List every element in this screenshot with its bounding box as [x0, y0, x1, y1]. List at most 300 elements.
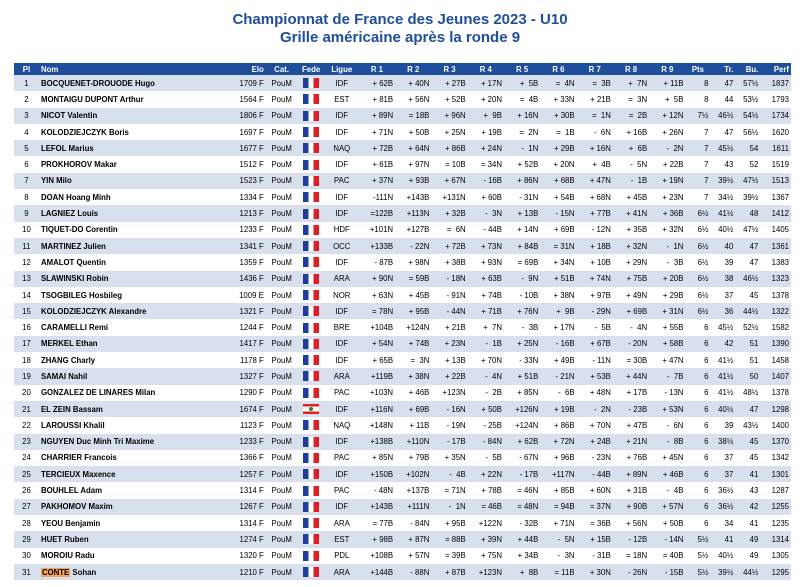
- round-result-cell[interactable]: + 95B: [431, 515, 467, 531]
- column-header[interactable]: Elo: [220, 63, 265, 75]
- round-result-cell[interactable]: +103N: [359, 385, 395, 401]
- round-result-cell[interactable]: + 96N: [431, 108, 467, 124]
- round-result-cell[interactable]: + 60B: [468, 189, 504, 205]
- player-name[interactable]: [39, 254, 220, 270]
- round-result-cell[interactable]: +143B: [359, 499, 395, 515]
- round-result-cell[interactable]: + 46B: [395, 385, 431, 401]
- round-result-cell[interactable]: + 11B: [649, 75, 685, 91]
- round-result-cell[interactable]: + 7N: [613, 75, 649, 91]
- round-result-cell[interactable]: - 11N: [577, 352, 613, 368]
- round-result-cell[interactable]: - 13N: [649, 385, 685, 401]
- round-result-cell[interactable]: + 13B: [504, 205, 540, 221]
- column-header[interactable]: R 4: [468, 63, 504, 75]
- round-result-cell[interactable]: + 64N: [395, 140, 431, 156]
- round-result-cell[interactable]: + 32N: [649, 222, 685, 238]
- round-result-cell[interactable]: + 25N: [504, 336, 540, 352]
- round-result-cell[interactable]: + 17B: [613, 385, 649, 401]
- round-result-cell[interactable]: - 1N: [431, 499, 467, 515]
- round-result-cell[interactable]: + 85N: [359, 450, 395, 466]
- round-result-cell[interactable]: + 65B: [359, 352, 395, 368]
- round-result-cell[interactable]: + 41N: [613, 205, 649, 221]
- round-result-cell[interactable]: + 75B: [613, 271, 649, 287]
- round-result-cell[interactable]: + 70N: [577, 417, 613, 433]
- round-result-cell[interactable]: + 95B: [395, 303, 431, 319]
- player-name[interactable]: [39, 482, 220, 498]
- round-result-cell[interactable]: +148N: [359, 417, 395, 433]
- round-result-cell[interactable]: + 45B: [613, 189, 649, 205]
- round-result-cell[interactable]: = 46N: [504, 482, 540, 498]
- player-name[interactable]: [39, 450, 220, 466]
- round-result-cell[interactable]: - 23B: [613, 401, 649, 417]
- round-result-cell[interactable]: + 56N: [613, 515, 649, 531]
- round-result-cell[interactable]: + 34N: [540, 254, 576, 270]
- player-name[interactable]: [39, 222, 220, 238]
- round-result-cell[interactable]: = 59B: [395, 271, 431, 287]
- round-result-cell[interactable]: + 38N: [395, 368, 431, 384]
- round-result-cell[interactable]: + 74N: [577, 271, 613, 287]
- round-result-cell[interactable]: + 35B: [613, 222, 649, 238]
- column-header[interactable]: Fede: [298, 63, 325, 75]
- round-result-cell[interactable]: +119B: [359, 368, 395, 384]
- round-result-cell[interactable]: - 5B: [468, 450, 504, 466]
- round-result-cell[interactable]: = 4N: [540, 75, 576, 91]
- player-name[interactable]: [39, 75, 220, 91]
- round-result-cell[interactable]: + 57N: [649, 499, 685, 515]
- round-result-cell[interactable]: = 18B: [395, 108, 431, 124]
- round-result-cell[interactable]: + 63N: [359, 287, 395, 303]
- round-result-cell[interactable]: + 53N: [649, 401, 685, 417]
- round-result-cell[interactable]: + 52B: [504, 156, 540, 172]
- round-result-cell[interactable]: + 79B: [395, 450, 431, 466]
- round-result-cell[interactable]: + 50B: [468, 401, 504, 417]
- round-result-cell[interactable]: + 76N: [504, 303, 540, 319]
- player-name[interactable]: [39, 368, 220, 384]
- round-result-cell[interactable]: + 70N: [468, 352, 504, 368]
- round-result-cell[interactable]: +133B: [359, 238, 395, 254]
- round-result-cell[interactable]: - 25B: [468, 417, 504, 433]
- round-result-cell[interactable]: + 17N: [468, 75, 504, 91]
- round-result-cell[interactable]: - 19N: [431, 417, 467, 433]
- round-result-cell[interactable]: - 3B: [504, 319, 540, 335]
- round-result-cell[interactable]: = 88B: [431, 531, 467, 547]
- column-header[interactable]: R 8: [613, 63, 649, 75]
- round-result-cell[interactable]: + 16N: [577, 140, 613, 156]
- round-result-cell[interactable]: - 44B: [577, 466, 613, 482]
- round-result-cell[interactable]: + 90N: [359, 271, 395, 287]
- round-result-cell[interactable]: = 78N: [359, 303, 395, 319]
- round-result-cell[interactable]: - 18N: [431, 271, 467, 287]
- round-result-cell[interactable]: + 14N: [504, 222, 540, 238]
- round-result-cell[interactable]: +126N: [504, 401, 540, 417]
- round-result-cell[interactable]: - 3B: [649, 254, 685, 270]
- round-result-cell[interactable]: = 6N: [431, 222, 467, 238]
- round-result-cell[interactable]: + 78B: [468, 482, 504, 498]
- round-result-cell[interactable]: - 31B: [577, 548, 613, 564]
- round-result-cell[interactable]: +127B: [395, 222, 431, 238]
- round-result-cell[interactable]: + 49B: [540, 352, 576, 368]
- round-result-cell[interactable]: + 31B: [613, 482, 649, 498]
- round-result-cell[interactable]: - 2N: [649, 140, 685, 156]
- round-result-cell[interactable]: + 47N: [577, 173, 613, 189]
- round-result-cell[interactable]: + 86N: [504, 173, 540, 189]
- round-result-cell[interactable]: - 32B: [504, 515, 540, 531]
- round-result-cell[interactable]: +116N: [359, 401, 395, 417]
- round-result-cell[interactable]: + 16N: [504, 108, 540, 124]
- player-name[interactable]: [39, 336, 220, 352]
- player-name[interactable]: [39, 156, 220, 172]
- column-header[interactable]: R 7: [577, 63, 613, 75]
- round-result-cell[interactable]: + 12N: [649, 108, 685, 124]
- round-result-cell[interactable]: + 93B: [395, 173, 431, 189]
- round-result-cell[interactable]: + 44B: [504, 531, 540, 547]
- round-result-cell[interactable]: + 90B: [613, 499, 649, 515]
- round-result-cell[interactable]: + 67N: [431, 173, 467, 189]
- player-name[interactable]: [39, 124, 220, 140]
- round-result-cell[interactable]: + 75N: [468, 548, 504, 564]
- round-result-cell[interactable]: + 51B: [540, 271, 576, 287]
- round-result-cell[interactable]: +108B: [359, 548, 395, 564]
- round-result-cell[interactable]: - 6N: [649, 417, 685, 433]
- round-result-cell[interactable]: - 3N: [468, 205, 504, 221]
- player-name[interactable]: [39, 287, 220, 303]
- round-result-cell[interactable]: + 62B: [504, 434, 540, 450]
- round-result-cell[interactable]: - 29N: [577, 303, 613, 319]
- round-result-cell[interactable]: - 10B: [504, 287, 540, 303]
- round-result-cell[interactable]: + 48N: [577, 385, 613, 401]
- round-result-cell[interactable]: + 21B: [431, 319, 467, 335]
- round-result-cell[interactable]: + 69B: [613, 303, 649, 319]
- round-result-cell[interactable]: + 37N: [359, 173, 395, 189]
- round-result-cell[interactable]: +137B: [395, 482, 431, 498]
- player-name[interactable]: [39, 140, 220, 156]
- round-result-cell[interactable]: + 97B: [577, 287, 613, 303]
- round-result-cell[interactable]: + 45B: [395, 287, 431, 303]
- round-result-cell[interactable]: + 85N: [504, 385, 540, 401]
- round-result-cell[interactable]: + 4B: [577, 156, 613, 172]
- column-header[interactable]: R 1: [359, 63, 395, 75]
- round-result-cell[interactable]: + 97N: [395, 156, 431, 172]
- round-result-cell[interactable]: - 9N: [504, 271, 540, 287]
- round-result-cell[interactable]: - 33N: [504, 352, 540, 368]
- round-result-cell[interactable]: + 33N: [540, 91, 576, 107]
- player-name[interactable]: [39, 352, 220, 368]
- round-result-cell[interactable]: - 4N: [613, 319, 649, 335]
- round-result-cell[interactable]: = 3N: [613, 91, 649, 107]
- round-result-cell[interactable]: - 17B: [504, 466, 540, 482]
- round-result-cell[interactable]: + 29B: [649, 287, 685, 303]
- column-header[interactable]: R 2: [395, 63, 431, 75]
- round-result-cell[interactable]: + 93N: [468, 254, 504, 270]
- round-result-cell[interactable]: + 57N: [395, 548, 431, 564]
- round-result-cell[interactable]: = 77B: [359, 515, 395, 531]
- round-result-cell[interactable]: + 49N: [613, 287, 649, 303]
- round-result-cell[interactable]: + 47N: [649, 352, 685, 368]
- round-result-cell[interactable]: = 18N: [613, 548, 649, 564]
- round-result-cell[interactable]: - 31N: [504, 189, 540, 205]
- round-result-cell[interactable]: +110N: [395, 434, 431, 450]
- round-result-cell[interactable]: - 4B: [431, 466, 467, 482]
- round-result-cell[interactable]: + 50B: [649, 515, 685, 531]
- round-result-cell[interactable]: - 23N: [577, 450, 613, 466]
- round-result-cell[interactable]: - 21N: [540, 368, 576, 384]
- round-result-cell[interactable]: +122N: [468, 515, 504, 531]
- column-header[interactable]: Ligue: [325, 63, 359, 75]
- round-result-cell[interactable]: + 74B: [468, 287, 504, 303]
- round-result-cell[interactable]: +144B: [359, 564, 395, 580]
- round-result-cell[interactable]: + 19B: [468, 124, 504, 140]
- round-result-cell[interactable]: = 71N: [431, 482, 467, 498]
- round-result-cell[interactable]: - 84N: [468, 434, 504, 450]
- round-result-cell[interactable]: +113N: [395, 205, 431, 221]
- round-result-cell[interactable]: +104B: [359, 319, 395, 335]
- round-result-cell[interactable]: - 7B: [649, 368, 685, 384]
- round-result-cell[interactable]: = 46B: [468, 499, 504, 515]
- round-result-cell[interactable]: +124N: [395, 319, 431, 335]
- round-result-cell[interactable]: - 2B: [468, 385, 504, 401]
- column-header[interactable]: R 3: [431, 63, 467, 75]
- round-result-cell[interactable]: = 2B: [613, 108, 649, 124]
- round-result-cell[interactable]: - 16B: [540, 336, 576, 352]
- round-result-cell[interactable]: = 31N: [540, 238, 576, 254]
- round-result-cell[interactable]: + 32N: [613, 238, 649, 254]
- round-result-cell[interactable]: + 87N: [395, 531, 431, 547]
- round-result-cell[interactable]: + 89N: [613, 466, 649, 482]
- round-result-cell[interactable]: + 72B: [359, 140, 395, 156]
- round-result-cell[interactable]: + 19B: [540, 401, 576, 417]
- round-result-cell[interactable]: = 11B: [540, 564, 576, 580]
- player-name[interactable]: [39, 319, 220, 335]
- round-result-cell[interactable]: + 32B: [431, 205, 467, 221]
- round-result-cell[interactable]: - 2N: [577, 401, 613, 417]
- round-result-cell[interactable]: - 6N: [577, 124, 613, 140]
- round-result-cell[interactable]: + 25N: [431, 124, 467, 140]
- round-result-cell[interactable]: + 38B: [431, 254, 467, 270]
- round-result-cell[interactable]: = 3B: [577, 75, 613, 91]
- round-result-cell[interactable]: + 23N: [431, 336, 467, 352]
- round-result-cell[interactable]: +111N: [395, 499, 431, 515]
- round-result-cell[interactable]: - 4N: [468, 368, 504, 384]
- round-result-cell[interactable]: + 17N: [540, 319, 576, 335]
- round-result-cell[interactable]: + 29N: [613, 254, 649, 270]
- round-result-cell[interactable]: + 10B: [577, 254, 613, 270]
- column-header[interactable]: Pl: [14, 63, 39, 75]
- round-result-cell[interactable]: + 20B: [649, 271, 685, 287]
- round-result-cell[interactable]: +101N: [359, 222, 395, 238]
- round-result-cell[interactable]: +123N: [468, 564, 504, 580]
- round-result-cell[interactable]: + 54N: [359, 336, 395, 352]
- round-result-cell[interactable]: + 87B: [431, 564, 467, 580]
- round-result-cell[interactable]: + 30N: [577, 564, 613, 580]
- round-result-cell[interactable]: =122B: [359, 205, 395, 221]
- round-result-cell[interactable]: - 1N: [504, 140, 540, 156]
- round-result-cell[interactable]: + 21N: [613, 434, 649, 450]
- round-result-cell[interactable]: + 24B: [577, 434, 613, 450]
- round-result-cell[interactable]: - 16N: [431, 401, 467, 417]
- round-result-cell[interactable]: + 68N: [577, 189, 613, 205]
- round-result-cell[interactable]: +143B: [395, 189, 431, 205]
- round-result-cell[interactable]: - 3N: [540, 548, 576, 564]
- round-result-cell[interactable]: + 54B: [540, 189, 576, 205]
- round-result-cell[interactable]: + 86B: [431, 140, 467, 156]
- round-result-cell[interactable]: + 86B: [540, 417, 576, 433]
- column-header[interactable]: R 5: [504, 63, 540, 75]
- round-result-cell[interactable]: + 50B: [395, 124, 431, 140]
- player-name[interactable]: [39, 173, 220, 189]
- round-result-cell[interactable]: + 11B: [395, 417, 431, 433]
- column-header[interactable]: Cat.: [266, 63, 298, 75]
- round-result-cell[interactable]: + 22N: [468, 466, 504, 482]
- round-result-cell[interactable]: + 34B: [504, 548, 540, 564]
- round-result-cell[interactable]: + 69B: [540, 222, 576, 238]
- round-result-cell[interactable]: - 1B: [613, 173, 649, 189]
- round-result-cell[interactable]: -111N: [359, 189, 395, 205]
- round-result-cell[interactable]: + 19N: [649, 173, 685, 189]
- round-result-cell[interactable]: + 74B: [395, 336, 431, 352]
- column-header[interactable]: R 9: [649, 63, 685, 75]
- player-name[interactable]: [39, 189, 220, 205]
- round-result-cell[interactable]: - 26N: [613, 564, 649, 580]
- round-result-cell[interactable]: = 1B: [540, 124, 576, 140]
- round-result-cell[interactable]: - 12B: [613, 531, 649, 547]
- round-result-cell[interactable]: + 71N: [359, 124, 395, 140]
- round-result-cell[interactable]: + 85B: [540, 482, 576, 498]
- round-result-cell[interactable]: + 20N: [540, 156, 576, 172]
- round-result-cell[interactable]: + 6B: [613, 140, 649, 156]
- round-result-cell[interactable]: - 5N: [613, 156, 649, 172]
- round-result-cell[interactable]: + 46B: [649, 466, 685, 482]
- round-result-cell[interactable]: + 61B: [359, 156, 395, 172]
- round-result-cell[interactable]: - 5N: [540, 531, 576, 547]
- round-result-cell[interactable]: +131N: [431, 189, 467, 205]
- round-result-cell[interactable]: - 14N: [649, 531, 685, 547]
- column-header[interactable]: Bu.: [735, 63, 760, 75]
- player-name[interactable]: [39, 499, 220, 515]
- round-result-cell[interactable]: + 47B: [613, 417, 649, 433]
- column-header[interactable]: Pts: [685, 63, 710, 75]
- round-result-cell[interactable]: +123N: [431, 385, 467, 401]
- round-result-cell[interactable]: - 17B: [431, 434, 467, 450]
- column-header[interactable]: Perf: [760, 63, 791, 75]
- round-result-cell[interactable]: + 23N: [649, 189, 685, 205]
- round-result-cell[interactable]: + 52B: [431, 91, 467, 107]
- round-result-cell[interactable]: + 5B: [649, 91, 685, 107]
- column-header[interactable]: Nom: [39, 63, 220, 75]
- round-result-cell[interactable]: = 39B: [431, 548, 467, 564]
- round-result-cell[interactable]: - 87B: [359, 254, 395, 270]
- round-result-cell[interactable]: +102N: [395, 466, 431, 482]
- round-result-cell[interactable]: + 9B: [540, 303, 576, 319]
- round-result-cell[interactable]: + 40N: [395, 75, 431, 91]
- round-result-cell[interactable]: +117N: [540, 466, 576, 482]
- round-result-cell[interactable]: + 58B: [649, 336, 685, 352]
- round-result-cell[interactable]: + 55B: [649, 319, 685, 335]
- round-result-cell[interactable]: = 3N: [395, 352, 431, 368]
- round-result-cell[interactable]: = 40B: [649, 548, 685, 564]
- player-name[interactable]: [39, 434, 220, 450]
- player-name[interactable]: [39, 205, 220, 221]
- round-result-cell[interactable]: - 48N: [359, 482, 395, 498]
- round-result-cell[interactable]: + 77B: [577, 205, 613, 221]
- round-result-cell[interactable]: + 96B: [540, 450, 576, 466]
- round-result-cell[interactable]: + 26N: [649, 124, 685, 140]
- player-name[interactable]: [39, 548, 220, 564]
- round-result-cell[interactable]: + 69B: [395, 401, 431, 417]
- round-result-cell[interactable]: - 20N: [613, 336, 649, 352]
- player-name[interactable]: [39, 466, 220, 482]
- round-result-cell[interactable]: + 29B: [540, 140, 576, 156]
- round-result-cell[interactable]: = 94B: [540, 499, 576, 515]
- round-result-cell[interactable]: + 45N: [649, 450, 685, 466]
- round-result-cell[interactable]: + 44N: [613, 368, 649, 384]
- round-result-cell[interactable]: + 72N: [540, 434, 576, 450]
- round-result-cell[interactable]: - 1B: [468, 336, 504, 352]
- round-result-cell[interactable]: + 36B: [649, 205, 685, 221]
- round-result-cell[interactable]: - 1N: [649, 238, 685, 254]
- round-result-cell[interactable]: - 16B: [468, 173, 504, 189]
- player-name[interactable]: [39, 91, 220, 107]
- round-result-cell[interactable]: + 73N: [468, 238, 504, 254]
- round-result-cell[interactable]: + 18B: [577, 238, 613, 254]
- round-result-cell[interactable]: + 38N: [540, 287, 576, 303]
- round-result-cell[interactable]: - 8B: [649, 434, 685, 450]
- round-result-cell[interactable]: + 7N: [468, 319, 504, 335]
- round-result-cell[interactable]: + 8B: [504, 564, 540, 580]
- round-result-cell[interactable]: = 48N: [504, 499, 540, 515]
- round-result-cell[interactable]: = 30B: [613, 352, 649, 368]
- round-result-cell[interactable]: + 68B: [540, 173, 576, 189]
- column-header[interactable]: Tr.: [710, 63, 735, 75]
- player-name[interactable]: [39, 515, 220, 531]
- round-result-cell[interactable]: + 20N: [468, 91, 504, 107]
- round-result-cell[interactable]: - 44B: [468, 222, 504, 238]
- player-name[interactable]: [39, 385, 220, 401]
- round-result-cell[interactable]: + 71N: [540, 515, 576, 531]
- round-result-cell[interactable]: - 88N: [395, 564, 431, 580]
- round-result-cell[interactable]: + 98B: [359, 531, 395, 547]
- round-result-cell[interactable]: + 35N: [431, 450, 467, 466]
- round-result-cell[interactable]: +124N: [504, 417, 540, 433]
- round-result-cell[interactable]: = 37N: [577, 499, 613, 515]
- round-result-cell[interactable]: + 76B: [613, 450, 649, 466]
- round-result-cell[interactable]: - 6B: [540, 385, 576, 401]
- player-name[interactable]: [39, 531, 220, 547]
- player-name[interactable]: [39, 417, 220, 433]
- player-name[interactable]: [39, 303, 220, 319]
- round-result-cell[interactable]: = 10B: [431, 156, 467, 172]
- round-result-cell[interactable]: + 22B: [431, 368, 467, 384]
- round-result-cell[interactable]: + 31N: [649, 303, 685, 319]
- round-result-cell[interactable]: - 5B: [577, 319, 613, 335]
- round-result-cell[interactable]: + 62B: [359, 75, 395, 91]
- round-result-cell[interactable]: +150B: [359, 466, 395, 482]
- round-result-cell[interactable]: - 44N: [431, 303, 467, 319]
- round-result-cell[interactable]: - 12N: [577, 222, 613, 238]
- round-result-cell[interactable]: - 22N: [395, 238, 431, 254]
- player-name[interactable]: [39, 238, 220, 254]
- round-result-cell[interactable]: = 4B: [504, 91, 540, 107]
- round-result-cell[interactable]: + 84B: [504, 238, 540, 254]
- round-result-cell[interactable]: + 9B: [468, 108, 504, 124]
- round-result-cell[interactable]: + 24N: [468, 140, 504, 156]
- round-result-cell[interactable]: + 22B: [649, 156, 685, 172]
- round-result-cell[interactable]: = 2N: [504, 124, 540, 140]
- column-header[interactable]: R 6: [540, 63, 576, 75]
- round-result-cell[interactable]: + 60N: [577, 482, 613, 498]
- player-name[interactable]: [39, 271, 220, 287]
- round-result-cell[interactable]: = 69B: [504, 254, 540, 270]
- round-result-cell[interactable]: = 34N: [468, 156, 504, 172]
- round-result-cell[interactable]: - 67N: [504, 450, 540, 466]
